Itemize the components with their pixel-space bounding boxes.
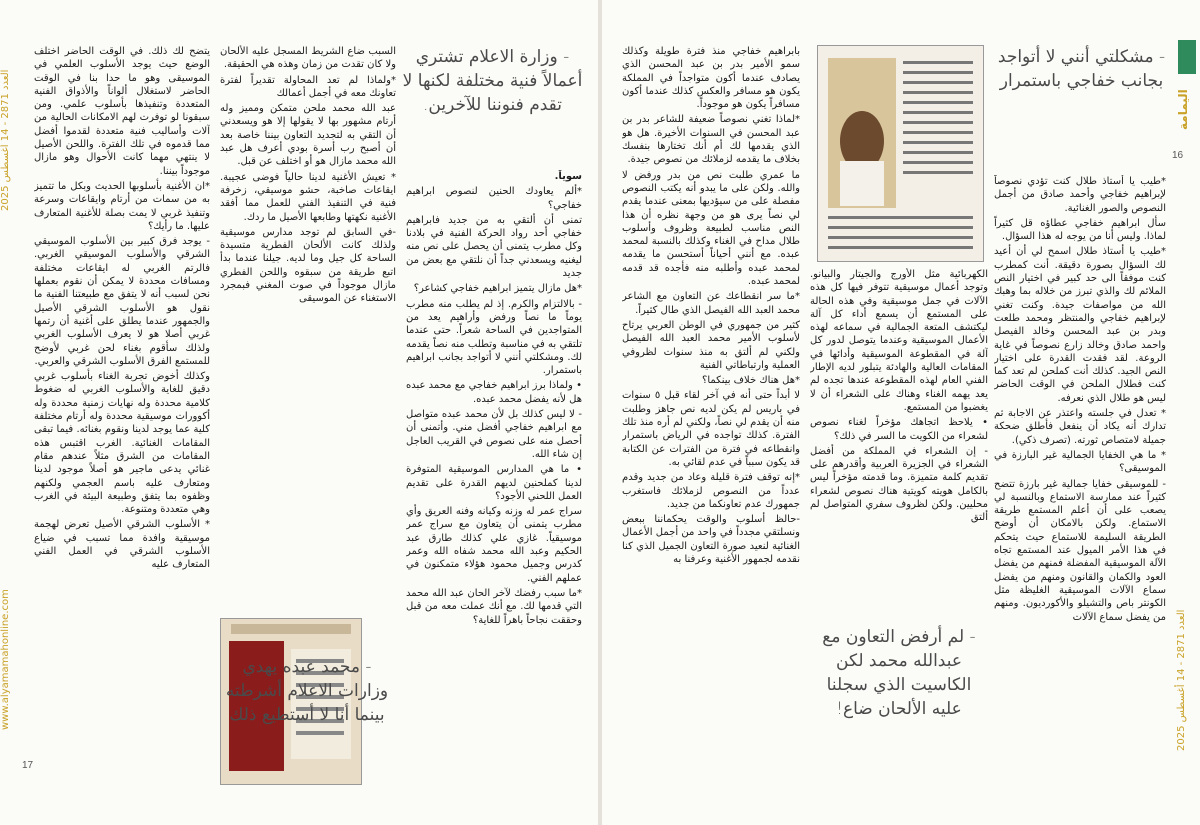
article-paragraph: • يلاحظ اتجاهك مؤخراً لغناء نصوص لشعراء من الكويت ما السر في ذلك؟ [810,417,988,442]
article-paragraph: ما عمري طلبت نص من بدر ورفض لا والله. ولكن على ما يبدو أنه يكتب النصوص مفصلة على من سيؤديها بمعنى عندما يقدم لي نصاً يرى هو من وجهة نظره أن هذا النص مناسب لطبيعة وظروف وأسلوب طلال مداح في الغناء وكذلك بالنسبة لمحمد عبده. مع أنني أحياناً أستحسن ما يقدمه لمحمد عبده وأطلبه منه فأجده قد قدمه لمحمد عبده. [622,169,800,288]
brand-accent-bar [1178,40,1196,74]
article-paragraph: *ما سبب رفضك لآخر الحان عبد الله محمد التي قدمها لك. مع أنك عملت معه من قبل وحققت نجاحاً باهراً للغاية؟ [406,587,582,626]
article-paragraph: *ولماذا لم تعد المحاولة تقديراً لفترة تعاونك معه في أجمل أعمالك [220,74,396,99]
pull-quote-bottom: - لم أرفض التعاون مع عبدالله محمد لكن الكاسيت الذي سجلنا عليه الألحان ضاع! [822,627,976,719]
left-page [0,0,598,825]
pull-quote-bottom-visible: - محمد عبده يهدي وزارات الاعلام أشرطته بينما أنا لا أستطيع ذلك [225,657,389,725]
article-paragraph: *هل هناك خلاف بينكما؟ [702,375,800,387]
article-paragraph: عبد الله محمد ملحن متمكن ومميز وله أرتام مشهور بها لا يقولها إلا هو ويسعدني أن التقي به لتجديد التعاون بيننا خاصة بعد أن أصبح رب أسرة بودي أعرف هل عبد الله محمد مازال هو أو اختلف عن قبل. [220,103,396,168]
article-paragraph: - بالالتزام والكرم. إذ لم يطلب منه مطرب يوماً ما نصاً ورفض وأراهيم يعد من المتواجدين في الساحة شعراً. حتى عندما تلتقي به في مناسبة وتطلب منه نصاً يقدمه لك. ومشكلتي أنني لا أتواجد بجانب ابراهيم باستمرار. [406,298,582,377]
article-paragraph: • ما هي المدارس الموسيقية المتوفرة لدينا كملحنين لديهم القدرة على تقديم العمل اللحني الأجود؟ [406,464,582,502]
issue-info: العدد 2871 - 14 أغسطس 2025 [0,69,11,211]
article-paragraph: *ألم يعاودك الحنين لنصوص ابراهيم خفاجي؟ [406,186,582,211]
article-paragraph: - للموسيقى خفايا جمالية غير بارزة تتضح كثيراً عند ممارسة الاستماع وبالنسبة لي يصعب على أن أعلم المستمع طريقة الاستماع. ولكن بالامكان أن أوضح الطريقة السليمة للاستماع حيث يتحكم في هذا الأمر الميول عند المستمع تجاه الآلة الموسيقية المفضلة فمنهم من يفضل العود والكمان والقانون ومنهم من يفضل سماع الآلات الموسيقية الغليظة مثل الكونتر باص والتشيلو والأكورديون. ومنهم من يفضل سماع الآلات [994,478,1166,623]
article-paragraph: *طيب يا أستاذ طلال كنت تؤدي نصوصاً لإبراهيم خفاجي وأحمد صادق من أجمل النصوص والصور الغنائية. [994,176,1166,214]
article-paragraph: يتضح لك ذلك. في الوقت الحاضر اختلف الوضع حيث يوجد الأسلوب العلمي في الموسيقى وهو ما حدا بنا في الوقت الحاضر لاستغلال ألواناً والأذواق الفنية المتعددة وتنفيذها بأسلوب علمي. ومن سبقونا لو توفرت لهم الامكانات الحالية من آلات وأساليب فنية متعددة لقدموا أفضل مما قدموه في تلك الفترة. واللحن الأصيل لا ينتهي مهما كانت الأحوال وهو مازال موجوداً بيننا. [34,46,210,177]
article-paragraph: *ان الأغنية بأسلوبها الحديث وبكل ما تتميز به من سمات من أرتام وايقاعات وسرعة وتنفيذ غربي لا يمت بصلة للأغنية المتعارف عليها. ما رأيك؟ [34,180,210,232]
article-paragraph: - إن الشعراء في المملكة من أفضل الشعراء في الجزيرة العربية وأقدرهم على تقديم كلمة متميزة. وما قدمته مؤخراً ليس بالكامل هويته كويتية هناك نصوص لشعراء محليين. ولكن لظروف سفري المتواصل لم ألتق [810,445,988,524]
magazine-logo: اليمامة [1176,89,1190,131]
article-paragraph: *ما سر انقطاعك عن التعاون مع الشاعر محمد العبد الله الفيصل الذي طال كثيراً. [622,291,800,316]
article-paragraph: سوياً. [554,171,582,182]
article-paragraph: *إنه توقف فترة قليلة وعاد من جديد وقدم عدداً من النصوص لزملائك فاستغرب جمهورك عدم تعاونكما من جديد. [622,472,800,510]
article-paragraph: سراج عمر له وزنه وكيانه وفنه العريق وأي مطرب يتمنى أن يتعاون مع سراج عمر موسيقياً. غازي علي كذلك طارق عبد الحكيم وعبد الله محمد شفاه الله وعمر كدرس وجميل محمود هؤلاء متمكنون في عملهم الفني. [406,506,582,584]
article-paragraph: سأل ابراهيم خفاجي عطاؤه قل كثيراً لماذا. وليس أنا من يوجه له هذا السؤال. [994,217,1166,243]
article-paragraph: بابراهيم خفاجي منذ فترة طويلة وكذلك سمو الأمير بدر بن عبد المحسن الذي يصادف عندما أكون متواجداً في المملكة يكون هو مسافر والعكس كذلك عندما أكون مسافراً يكون هو موجوداً. [622,46,800,111]
pull-quote-top: - مشكلتي أنني لا أتواجد بجانب خفاجي باستمرار [997,47,1166,91]
page-number: 17 [22,760,34,771]
article-column-left [34,45,210,785]
article-paragraph: • ولماذا برز ابراهيم خفاجي مع محمد عبده هل لأنه يفضل محمد عبده. [406,380,582,405]
issue-info: العدد 2871 - 14 أغسطس 2025 [1176,609,1187,751]
article-paragraph: -في السابق لم توجد مدارس موسيقية ولذلك كانت الألحان الفطرية متسيدة الساحة كل جيل وما لديه. جيلنا عندما بدأ اتبع طريقة من سبقوه واللحن الفطري مازال موجوداً في صوت المغني فبمجرد الاستغناء عن الموسيقى [220,226,396,305]
magazine-page-illustration [818,46,983,261]
website-link[interactable]: www.alyamamahonline.com [0,589,11,731]
article-paragraph: *طيب يا أستاذ طلال اسمح لي أن أعيد لك السؤال بصورة دقيقة. أنت كمطرب كنت موفقاً الى حد كبير في اختيار النص الملائم لك والذي تبرز من خلاله بما وهبك الله من مواصفات جيدة. وكنت تغني لإبراهيم خفاجي والمنتظر ومحمد طلعت وبدر بن عبد المحسن وخالد الفيصل واحمد صادق وخالد زارع نصوصاً في غاية الروعة. لقد فقدت القدرة على اختيار النص الجيد. كذلك أنت كملحن لم تعد كما كنت فطلال الملحن في الوقت الحاضر ليس هو طلال الذي نعرفه. [994,246,1166,404]
article-paragraph: *هل مازال يتميز ابراهيم خفاجي كشاعر؟ [413,283,582,295]
article-paragraph: الكهربائية مثل الأورج والجيتار والبيانو. وتوجد أعمال موسيقية تتوفر فيها كل هذه الآلات في جمل موسيقية وفي هذه الحالة على المستمع أن يسمع أداء كل آلة ليكتشف المتعة الجمالية في سماعه لهذه الأعمال الموسيقية وعندما يتوصل لدور كل آلة في المقطوعة الموسيقية وأدائها في المقامات العالية والهادئة يتبلور لديه الإطار الفني العام لهذه المقطوعة عندها تجده لم يعد يهمه الغناء وهناك على الشعراء أن لا يغضبوا من المستمع. [810,269,988,413]
article-paragraph: السبب ضاع الشريط المسجل عليه الألحان ولا كان تقدت من زمان وهذه هي الحقيقة. [220,46,396,71]
right-page [602,0,1200,825]
article-paragraph: تمنى أن ألتقي به من جديد فابراهيم خفاجي أحد رواد الحركة الفنية في بلادنا وكل مطرب يتمنى أن يحصل على نص منه ليغنيه ويسعدني جداً أن نلتقي مع بعض من جديد [406,214,582,280]
article-paragraph: * الأسلوب الشرقي الأصيل تعرض لهجمة موسيقية وافدة مما تسبب في ضياع الأسلوب الشرقي في العمل الفني المتعارف عليه [34,519,210,571]
article-paragraph: - لا ليس كذلك بل لأن محمد عبده متواصل مع ابراهيم خفاجي أفضل مني. وأتمنى أن أحصل منه على نصوص في القريب العاجل إن شاء الله. [406,409,582,460]
article-paragraph: * ما هي الخفايا الجمالية غير البارزة في الموسيقى؟ [994,449,1166,475]
pull-quote-top: - وزارة الاعلام تشتري أعمالاً فنية مختلفة لكنها لا تقدم فنوننا للآخرين. [402,47,583,115]
left-issue-strip [0,0,22,825]
article-column-middle [220,45,396,605]
article-paragraph: لا أبداً حتى أنه في آخر لقاء قبل ٥ سنوات في باريس لم يكن لديه نص جاهز وطلبت منه أن يقدم لي نصاً، ولكني لم أره منذ تلك الفترة. كذلك تواجده في الرياض باستمرار وانقطاعه في فترة من الفترات عن الكتابة قد يكون سبباً في عدم لقائي به. [622,390,800,468]
article-paragraph: وكذلك أخوض تجربة الغناء بأسلوب غربي دقيق للغاية والأسلوب الغربي له ضغوط كلامية محددة وله نهايات زمنية محددة وله أكوورات موسيقية محددة وله أرتام مختلفة كلية عما يوجد لدينا ونقوم بغنائه. فيما تبقى المقامات الغنائية. الغرب اقتبس هذه المقامات من الشرق مثلاً عندهم مقام غنائي يدعى ماجير هو أصلاً موجود لدينا ومتعارف عليه باسم العجمي ولكنهم وظفوه بما يتفق وطبيعة البيئة في الغرب وهي متعددة ومتنوعة. [34,371,210,516]
right-issue-strip [1176,0,1198,825]
article-paragraph: * تعيش الأغنية لدينا حالياً فوضى عجيبة. ايقاعات صاخبة، حشو موسيقي، زخرفة فنية في التنفيذ الفني للعمل مما أفقد الأغنية نكهتها وطابعها الأصيل ما ردك. [220,171,396,223]
article-paragraph: كثير من جمهوري في الوطن العربي يرتاح لأسلوب الأمير محمد العبد الله الفيصل ولكني لم ألتق به منذ سنوات لظروفي العملية وارتباطاتي الفنية [622,319,800,371]
article-paragraph: *لماذا تغني نصوصاً ضعيفة للشاعر بدر بن عبد المحسن في السنوات الأخيرة. هل هو الذي يقدمها لك أم أنك تختارها بنفسك بخلاف ما يقدمه لزملائك من نصوص جيدة. [622,114,800,166]
page-number: 16 [1172,150,1184,161]
article-column-right [406,170,582,790]
article-column-right [994,175,1166,787]
magazine-photo [817,45,984,262]
article-paragraph: - يوجد فرق كبير بين الأسلوب الموسيقي الشرقي والأسلوب الموسيقي الغربي. فالرتم الغربي له ايقاعات مختلفة ومسافات محددة لا يمكن أن نقوم بعملها نحن لسبب أنه لا يتفق مع طبيعتنا الفنية ما نقول هو الأسلوب الشرقي الأصيل والجمهور عندما يطلق على أغنية أن رتمها غربي أصلا هو لا يعرف الأسلوب الغربي ولذلك سأقوم بغناء لحن غربي لأوضح للمستمع الفرق الأسلوب الشرقي والعربي. [34,236,210,367]
article-paragraph: -حالظ أسلوب والوقت يحكماننا ببعض ونسلتقي مجدداً في واحد من أجمل الأعمال الغنائية لنعيد صورة التعاون الجميل الذي كنا نقدمه لجمهور الأغنية وعرفنا به [622,514,800,565]
article-paragraph: * تعدل في جلسته واعتذر عن الاجابة ثم تدارك أنه يكاد أن ينفعل فأطلق ضحكة جميلة لامتصاص ثورته. (تصرف ذكي). [994,408,1166,446]
article-column-middle [810,268,988,598]
article-column-left [622,45,800,785]
